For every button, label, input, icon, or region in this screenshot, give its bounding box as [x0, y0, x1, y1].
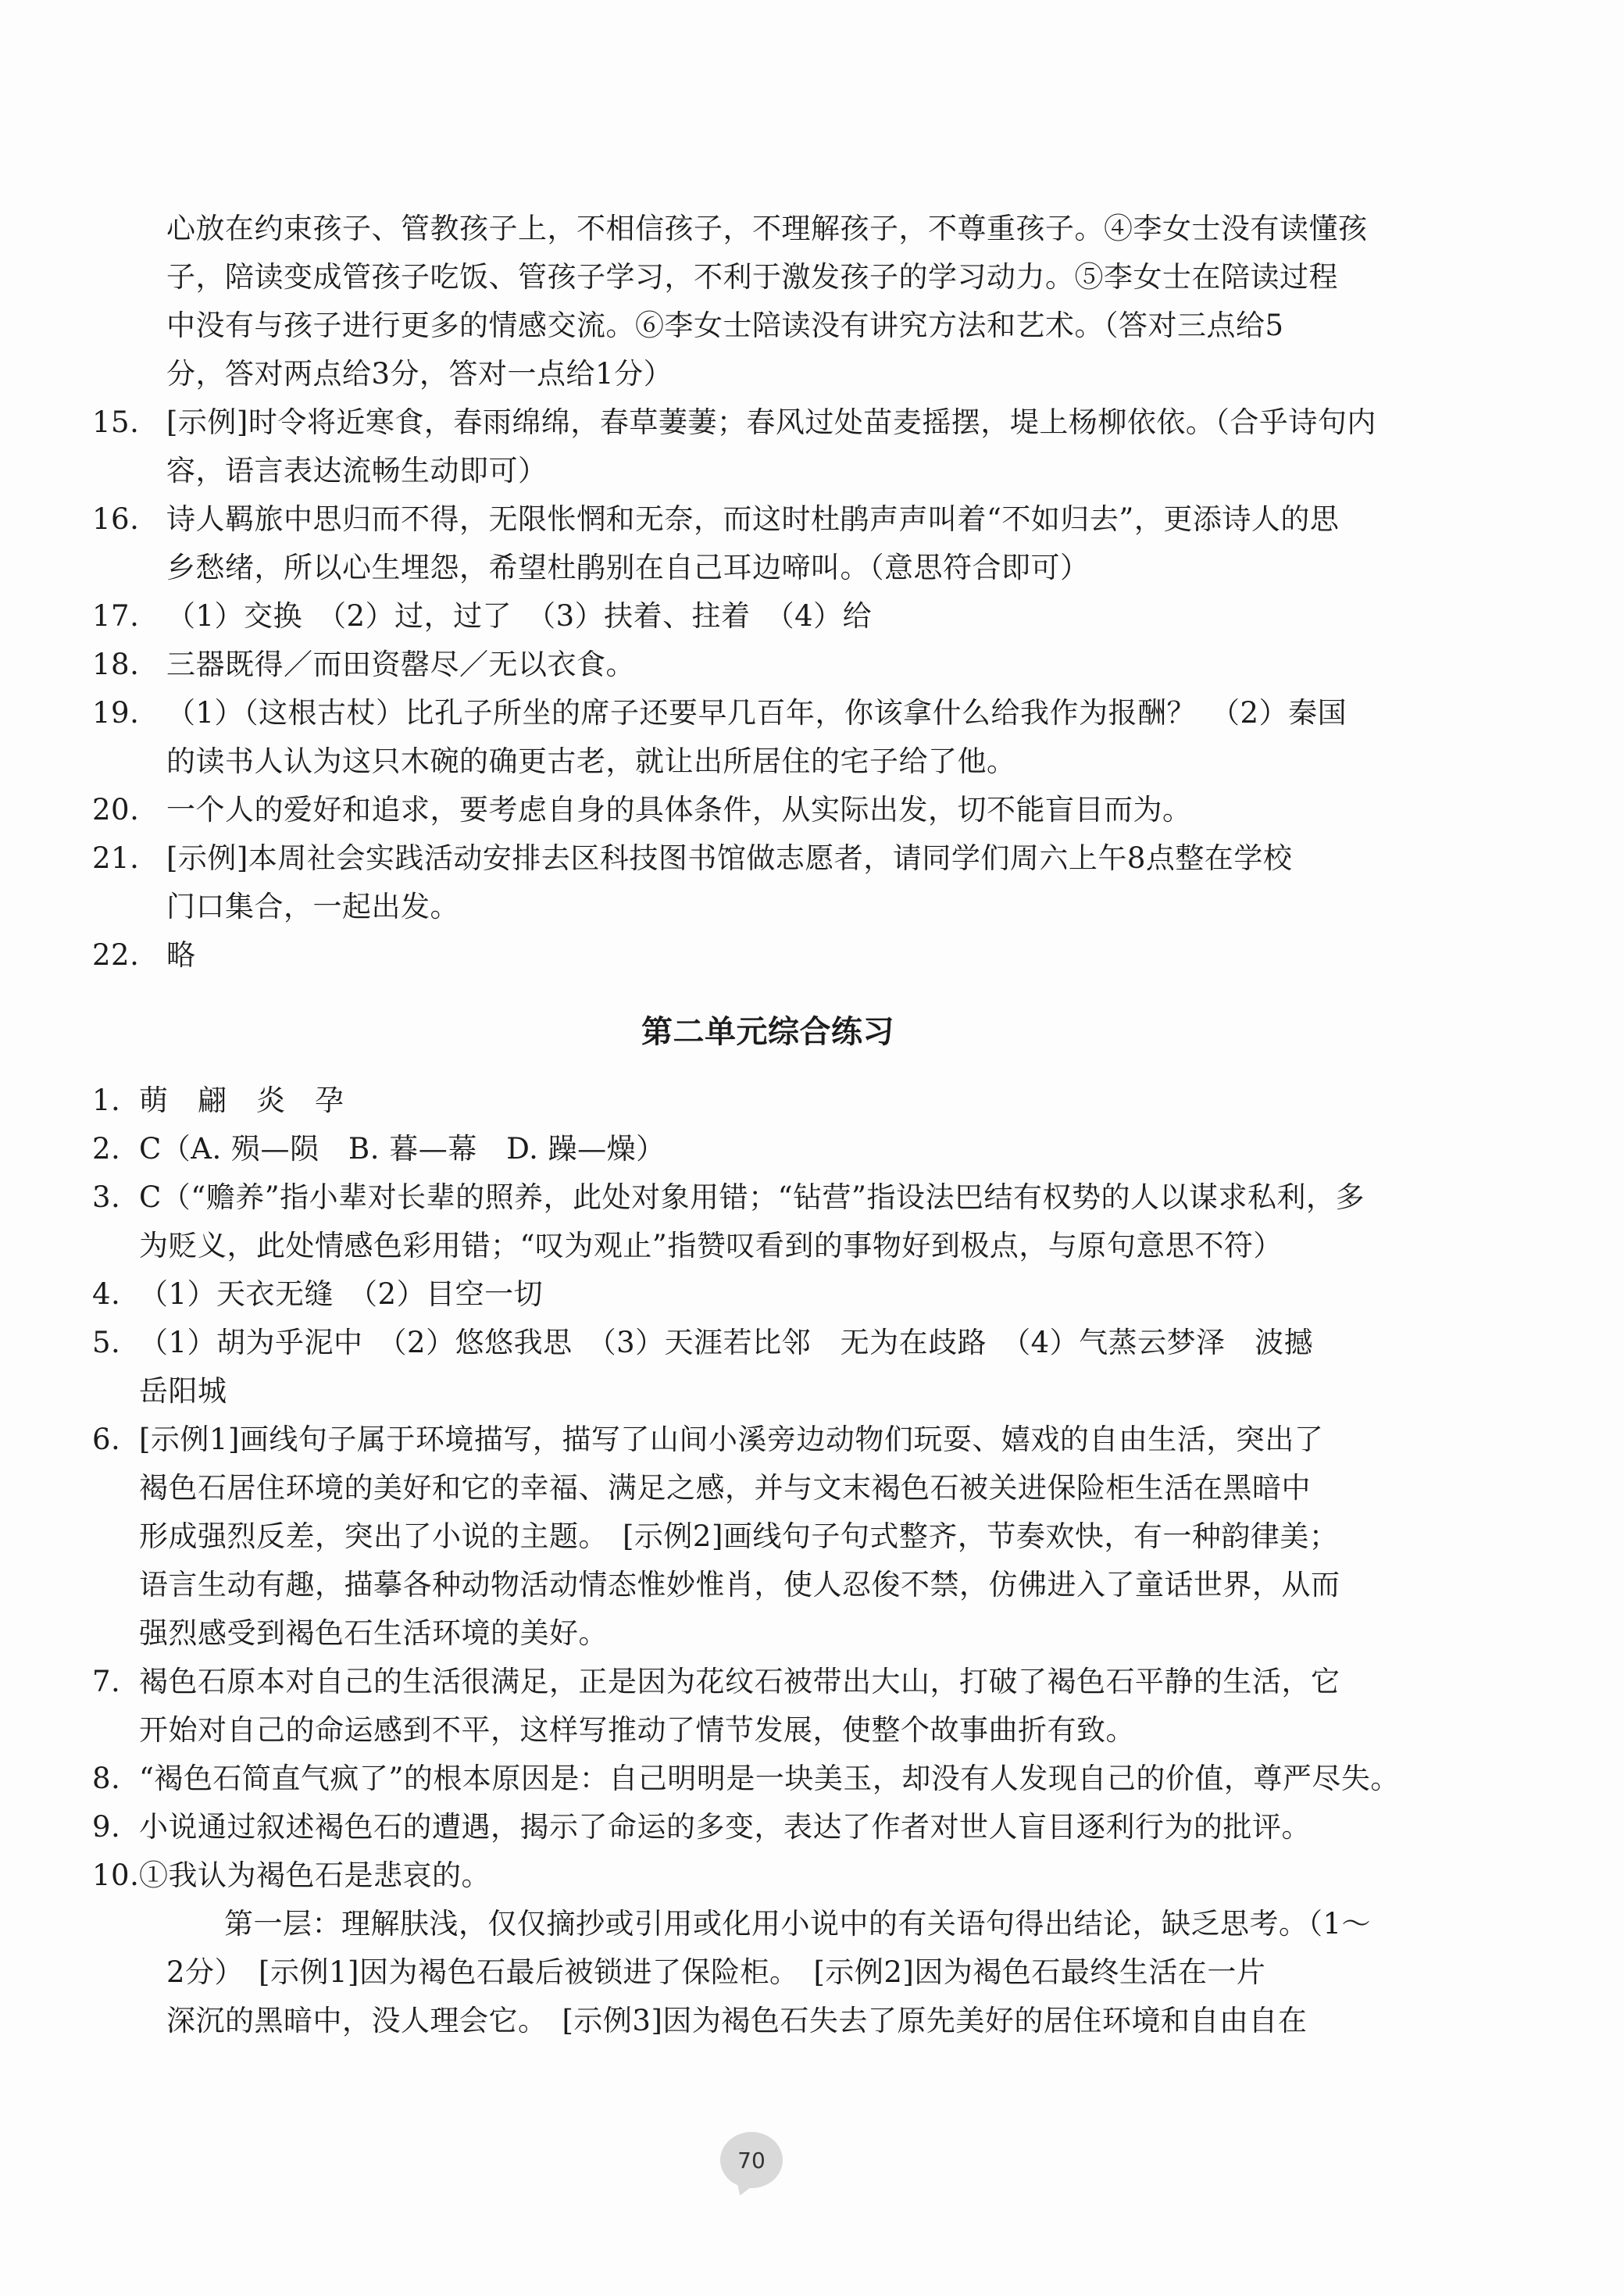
- answer-line: 容，语言表达流畅生动即可）: [166, 454, 548, 487]
- answer-number: 3.: [92, 1180, 121, 1214]
- answer-line: （1）胡为乎泥中 （2）悠悠我思 （3）天涯若比邻 无为在歧路 （4）气蒸云梦泽 波撼: [139, 1326, 1314, 1359]
- answer-item: [92, 398, 1444, 495]
- answer-number: 6.: [92, 1423, 121, 1456]
- answer-number: 7.: [92, 1665, 121, 1698]
- answer-line: 开始对自己的命运感到不平，这样写推动了情节发展，使整个故事曲折有致。: [139, 1713, 1135, 1747]
- answer-line: （1）（这根古杖）比孔子所坐的席子还要早几百年，你该拿什么给我作为报酬？ （2）秦国: [166, 696, 1347, 730]
- answer-line: 略: [166, 938, 196, 972]
- closing-paragraph: [92, 1900, 1444, 2045]
- answer-line: 诗人羁旅中思归而不得，无限怅惘和无奈，而这时杜鹃声声叫着“不如归去”，更添诗人的思: [166, 502, 1340, 536]
- answer-line: 形成强烈反差，突出了小说的主题。 [示例2]画线句子句式整齐，节奏欢快，有一种韵律美；: [139, 1519, 1339, 1553]
- answer-line: 小说通过叙述褐色石的遭遇，揭示了命运的多变，表达了作者对世人盲目逐利行为的批评。: [139, 1810, 1311, 1844]
- answer-line: 一个人的爱好和追求，要考虑自身的具体条件，从实际出发，切不能盲目而为。: [166, 793, 1192, 827]
- answer-line: 岳阳城: [139, 1374, 227, 1408]
- text-line: 2分） [示例1]因为褐色石最后被锁进了保险柜。 [示例2]因为褐色石最终生活在一片: [166, 1955, 1266, 1989]
- answer-line: 强烈感受到褐色石生活环境的美好。: [139, 1616, 608, 1650]
- answer-item: [92, 834, 1444, 931]
- answer-number: 4.: [92, 1277, 121, 1311]
- text-line: 心放在约束孩子、管教孩子上，不相信孩子，不理解孩子，不尊重孩子。④李女士没有读懂孩: [166, 212, 1368, 245]
- answer-line: 褐色石居住环境的美好和它的幸福、满足之感，并与文末褐色石被关进保险柜生活在黑暗中: [139, 1471, 1311, 1505]
- answer-number: 8.: [92, 1762, 121, 1795]
- answer-number: 10.: [92, 1859, 140, 1892]
- answer-line: [示例]本周社会实践活动安排去区科技图书馆做志愿者，请同学们周六上午8点整在学校: [166, 841, 1293, 875]
- answer-number: 20.: [92, 793, 140, 827]
- answer-number: 22.: [92, 938, 140, 972]
- answer-line: “褐色石简直气疯了”的根本原因是：自己明明是一块美玉，却没有人发现自己的价值，尊严尽失。: [139, 1762, 1400, 1795]
- answer-line: ①我认为褐色石是悲哀的。: [139, 1859, 491, 1892]
- answer-number: 5.: [92, 1326, 121, 1359]
- answer-number: 19.: [92, 696, 140, 730]
- answer-number: 16.: [92, 502, 140, 536]
- answer-item: [92, 1803, 1444, 1851]
- page-number: 70: [737, 2147, 766, 2173]
- answer-item: [92, 931, 1444, 980]
- answer-list-top: [92, 398, 1444, 980]
- answer-number: 21.: [92, 841, 140, 875]
- answer-number: 17.: [92, 599, 140, 633]
- answer-item: [92, 689, 1444, 786]
- answer-line: C（“赡养”指小辈对长辈的照养，此处对象用错；“钻营”指设法巴结有权势的人以谋求私利，多: [139, 1180, 1365, 1214]
- answer-line: 语言生动有趣，描摹各种动物活动情态惟妙惟肖，使人忍俊不禁，仿佛进入了童话世界，从而: [139, 1568, 1340, 1601]
- answer-number: 15.: [92, 405, 140, 439]
- answer-item: [92, 1319, 1444, 1416]
- answer-line: 的读书人认为这只木碗的确更古老，就让出所居住的宅子给了他。: [166, 745, 1016, 778]
- section-title: 第二单元综合练习: [641, 1013, 894, 1050]
- text-line: 第一层：理解肤浅，仅仅摘抄或引用或化用小说中的有关语句得出结论，缺乏思考。（1～: [224, 1907, 1372, 1941]
- answer-line: （1）天衣无缝 （2）目空一切: [139, 1277, 544, 1311]
- answer-item: [92, 786, 1444, 834]
- continuation-block: [92, 205, 1444, 398]
- text-line: 中没有与孩子进行更多的情感交流。⑥李女士陪读没有讲究方法和艺术。（答对三点给5: [166, 309, 1284, 342]
- answer-item: [92, 1270, 1444, 1319]
- answer-item: [92, 592, 1444, 641]
- answer-item: [92, 495, 1444, 592]
- answer-item: [92, 1125, 1444, 1173]
- answer-item: [92, 1755, 1444, 1803]
- answer-line: 乡愁绪，所以心生埋怨，希望杜鹃别在自己耳边啼叫。（意思符合即可）: [166, 551, 1090, 584]
- answer-line: 褐色石原本对自己的生活很满足，正是因为花纹石被带出大山，打破了褐色石平静的生活，它: [139, 1665, 1340, 1698]
- answer-number: 2.: [92, 1132, 121, 1166]
- answer-list-section: [92, 1077, 1444, 1900]
- answer-line: C（A. 殒—陨 B. 暮—幕 D. 躁—燥）: [139, 1132, 666, 1166]
- page-number-badge: [720, 2132, 783, 2188]
- answer-line: 为贬义，此处情感色彩用错；“叹为观止”指赞叹看到的事物好到极点，与原句意思不符）: [139, 1229, 1283, 1262]
- text-line: 子，陪读变成管孩子吃饭、管孩子学习，不利于激发孩子的学习动力。⑤李女士在陪读过程: [166, 260, 1338, 294]
- answer-number: 9.: [92, 1810, 121, 1844]
- answer-number: 1.: [92, 1084, 121, 1117]
- answer-number: 18.: [92, 648, 140, 681]
- answer-item: [92, 1077, 1444, 1125]
- answer-line: （1）交换 （2）过，过了 （3）扶着、拄着 （4）给: [166, 599, 873, 633]
- answer-item: [92, 1173, 1444, 1270]
- text-line: 深沉的黑暗中，没人理会它。 [示例3]因为褐色石失去了原先美好的居住环境和自由自在: [166, 2004, 1308, 2037]
- answer-line: [示例]时令将近寒食，春雨绵绵，春草萋萋；春风过处苗麦摇摆，堤上杨柳依依。（合乎诗句内: [166, 405, 1376, 439]
- answer-content: [92, 205, 1444, 2045]
- answer-item: [92, 1658, 1444, 1755]
- answer-item: [92, 1416, 1444, 1658]
- answer-item: [92, 1851, 1444, 1900]
- answer-line: 三器既得／而田资罄尽／无以衣食。: [166, 648, 635, 681]
- answer-line: [示例1]画线句子属于环境描写，描写了山间小溪旁边动物们玩耍、嬉戏的自由生活，突出了: [139, 1423, 1324, 1456]
- text-line: 分，答对两点给3分，答对一点给1分）: [166, 357, 673, 391]
- answer-line: 萌 翩 炎 孕: [139, 1084, 344, 1117]
- answer-item: [92, 641, 1444, 689]
- answer-line: 门口集合，一起出发。: [166, 890, 459, 923]
